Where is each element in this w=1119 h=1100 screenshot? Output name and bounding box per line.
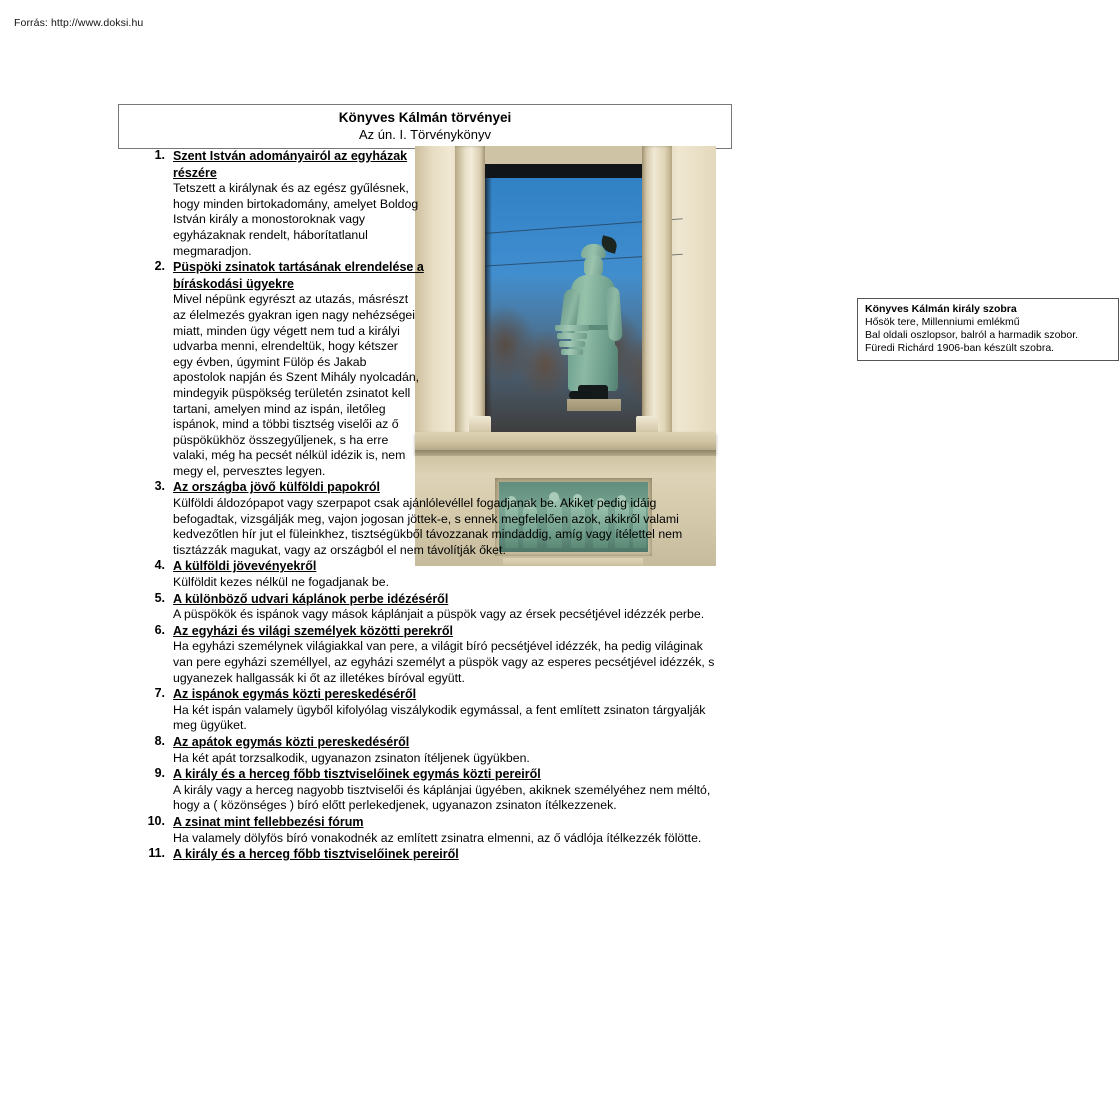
law-heading: Az ispánok egymás közti pereskedéséről <box>173 687 417 702</box>
law-item <box>140 558 722 590</box>
figure-caption-box <box>857 298 1119 361</box>
law-item <box>140 148 438 259</box>
law-heading-wrap <box>173 591 722 608</box>
law-number: 1. <box>154 148 165 162</box>
law-number: 9. <box>154 766 165 781</box>
law-item <box>140 814 722 846</box>
page-title: Könyves Kálmán törvényei <box>338 110 512 125</box>
law-body: Tetszett a királynak és az egész gyűlésnek, hogy minden birtokadomány, amelyet Boldog István király a monostoroknak vagy egyházaknak rendelt, háborítatlanul megmaradjon. <box>173 181 419 258</box>
law-heading-wrap <box>173 734 722 751</box>
law-body: A püspökök és ispánok vagy mások káplánjait a püspök vagy az érsek pecsétjével idézzék perbe. <box>173 607 705 622</box>
law-heading-wrap <box>173 479 722 496</box>
caption-title: Könyves Kálmán király szobra <box>865 303 1017 315</box>
law-heading-wrap <box>173 259 438 292</box>
law-heading: Az országba jövő külföldi papokról <box>173 480 380 495</box>
law-heading-wrap <box>173 558 722 575</box>
law-number: 8. <box>154 733 165 748</box>
law-number: 4. <box>154 558 165 573</box>
law-heading-wrap <box>173 846 722 863</box>
law-heading: Szent István adományairól az egyházak részére <box>173 149 408 180</box>
law-heading: A király és a herceg főbb tisztviselőinek pereiről <box>173 847 459 862</box>
law-body: Ha valamely dölyfös bíró vonakodnék az említett zsinatra elmenni, az ő vádlója ítélkezzék fölötte. <box>173 830 702 845</box>
caption-position: Bal oldali oszlopsor, balról a harmadik szobor. <box>865 329 1079 341</box>
law-heading-wrap <box>173 686 722 703</box>
page-subtitle: Az ún. I. Törvénykönyv <box>359 127 491 142</box>
law-number: 2. <box>154 259 165 274</box>
law-heading: A zsinat mint fellebbezési fórum <box>173 814 364 829</box>
law-number: 10. <box>147 813 165 828</box>
law-item <box>140 846 722 863</box>
law-number: 6. <box>154 622 165 637</box>
law-heading: A király és a herceg főbb tisztviselőinek egymás közti pereiről <box>173 767 541 782</box>
law-heading-wrap <box>173 623 722 640</box>
law-heading: Az apátok egymás közti pereskedéséről <box>173 734 410 749</box>
law-heading: A külföldi jövevényekről <box>173 559 317 574</box>
law-item <box>140 259 438 479</box>
law-item <box>140 591 722 623</box>
law-list <box>140 148 722 863</box>
law-item <box>140 479 722 558</box>
caption-location: Hősök tere, Millenniumi emlékmű <box>865 316 1020 328</box>
law-body: Ha két apát torzsalkodik, ugyanazon zsinaton ítéljenek ügyükben. <box>173 750 530 765</box>
law-body: Ha két ispán valamely ügyből kifolyólag viszálykodik egymással, a fent említett zsinaton tárgyalják meg ügyüket. <box>173 702 706 733</box>
law-body: Ha egyházi személynek világiakkal van pere, a világit bíró pecsétjével idézzék, ha pedig világinak van pere egyházi személlyel, az egyházi személyt a püspök vagy az esperes pecsétjével idézzék, s ugyanezek hallgassák ki őt az illetékes bíróval együtt. <box>173 639 715 685</box>
law-item <box>140 686 722 734</box>
law-item <box>140 734 722 766</box>
law-number: 7. <box>154 686 165 701</box>
law-number: 11. <box>148 846 165 861</box>
caption-sculptor: Füredi Richárd 1906-ban készült szobra. <box>865 342 1055 354</box>
source-url-line: Forrás: http://www.doksi.hu <box>14 17 144 29</box>
law-heading-wrap <box>173 814 722 831</box>
law-heading-wrap <box>173 148 438 181</box>
law-heading: Püspöki zsinatok tartásának elrendelése a bíráskodási ügyekre <box>173 260 424 291</box>
law-heading: Az egyházi és világi személyek közötti perekről <box>173 623 453 638</box>
document-title-box <box>118 104 732 149</box>
law-body: A király vagy a herceg nagyobb tisztviselői és káplánjai ügyében, akiknek személyéhez nem méltó, hogy a ( közönséges ) bíró előtt perlekedjenek, ugyanazon zsinaton ítélkezzenek. <box>173 782 711 813</box>
law-number: 3. <box>154 479 165 494</box>
law-item <box>140 766 722 814</box>
law-body: Külföldit kezes nélkül ne fogadjanak be. <box>173 575 390 590</box>
law-number: 5. <box>154 590 165 605</box>
law-body: Mivel népünk egyrészt az utazás, másrészt az élelmezés gyakran igen nagy nehézségei miatt, minden ügy végett nem tud a királyi udvarba menni, elrendeltük, hogy kétszer egy évben, úgymint Fülöp és Jakab apostolok napján és Szent Mihály nyolcadán, mindegyik püspökség területén zsinatot kell tartani, amelyen mind az ispán, iletőleg ispánok, mind a többi tisztség viselői az ő püspökükhöz összegyűljenek, s ha erre valaki, még ha pecsét nélkül idézik is, nem megy el, pervesztes legyen. <box>173 292 420 478</box>
law-heading: A különböző udvari káplánok perbe idézéséről <box>173 591 449 606</box>
law-heading-wrap <box>173 766 722 783</box>
law-body: Külföldi áldozópapot vagy szerpapot csak ajánlólevéllel fogadjanak be. Akiket pedig idáig befogadtak, vizsgálják meg, vajon jogosan jöttek-e, s ennek megfelelően azok, akikről valami kedvezőtlen hír jut el füleinkhez, tisztségükből távozzanak mindaddig, amíg vagy ítélettel nem tisztázzák magukat, vagy az országból el nem távolítják őket. <box>173 496 683 557</box>
law-item <box>140 623 722 686</box>
